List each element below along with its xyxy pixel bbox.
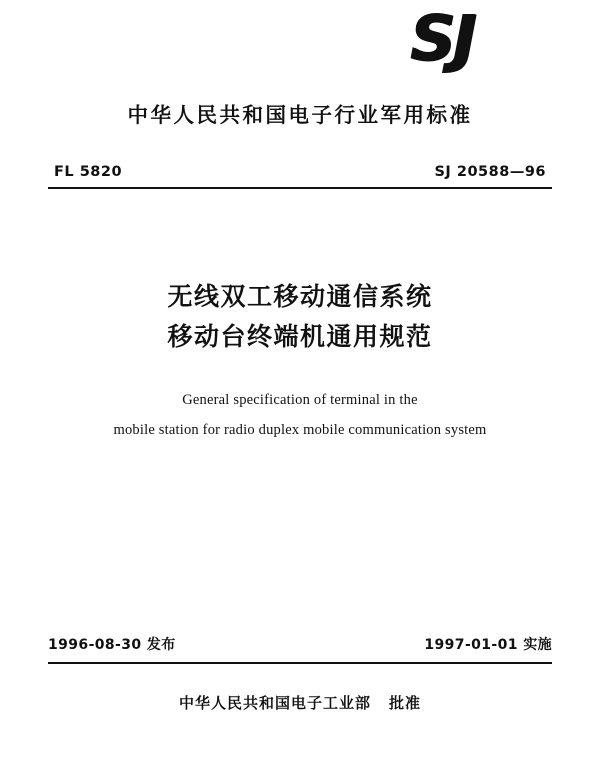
approval-label: 批准 [389,694,422,712]
standard-number: SJ 20588—96 [434,164,546,180]
classification-code: FL 5820 [54,164,123,180]
effective-date: 1997-01-01 实施 [424,637,552,653]
issuer-name: 中华人民共和国电子工业部 [178,694,371,712]
title-zh-line1: 无线双工移动通信系统 [167,282,433,311]
title-en-line1: General specification of terminal in the [182,392,418,408]
logo-row [48,0,552,92]
header-divider [48,187,552,189]
sj-logo: SJ [410,2,474,75]
footer-divider [48,662,552,664]
issue-date: 1996-08-30 发布 [48,637,176,653]
issuer-line [0,692,600,713]
title-en-line2: mobile station for radio duplex mobile communication system [113,422,487,438]
title-zh-line2: 移动台终端机通用规范 [167,322,433,351]
code-row [48,164,552,180]
authority-line: 中华人民共和国电子行业军用标准 [127,103,473,127]
date-row [48,634,552,654]
